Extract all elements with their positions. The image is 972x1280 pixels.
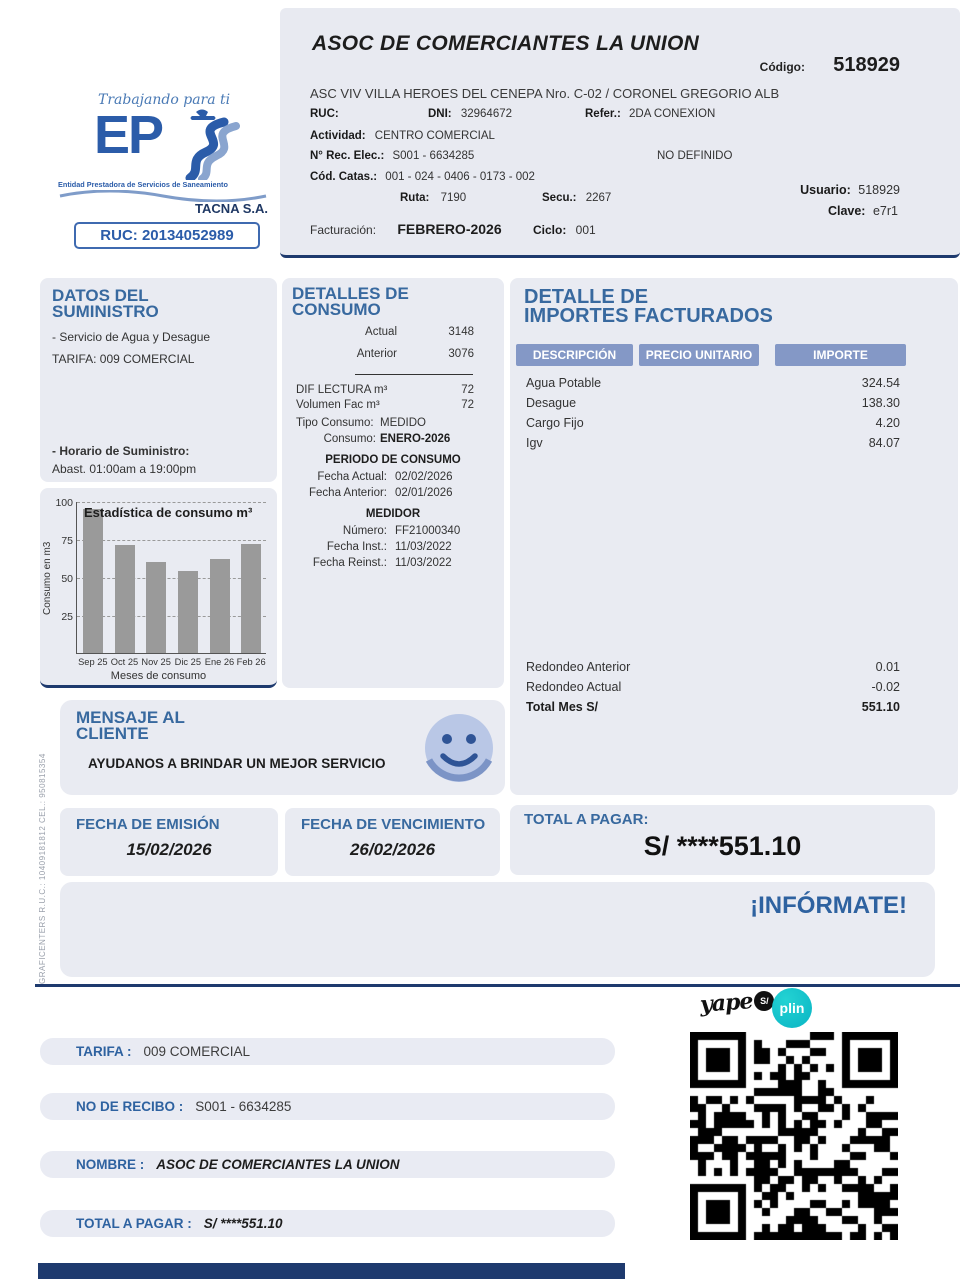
datos-suministro-panel: [40, 278, 277, 482]
nombre-row: [40, 1151, 615, 1178]
row-importe: 84.07: [868, 436, 900, 450]
nombre-label: NOMBRE :: [76, 1157, 145, 1172]
reinst-label: Fecha Reinst.:: [312, 557, 387, 569]
fecha-actual-value: 02/02/2026: [395, 471, 453, 483]
mensaje-panel: [60, 700, 505, 795]
row-importe: 4.20: [875, 416, 900, 430]
total-row: [40, 1210, 615, 1237]
periodo-title: PERIODO DE CONSUMO: [325, 454, 461, 466]
mensaje-title-1: MENSAJE AL: [76, 708, 185, 727]
total-mes-label: Total Mes S/: [526, 700, 599, 714]
total-mes-value: 551.10: [861, 700, 900, 714]
redondeo-actual-value: -0.02: [871, 680, 900, 694]
fecha-vencimiento-value: 26/02/2026: [349, 840, 436, 860]
redondeo-anterior-value: 0.01: [875, 660, 900, 674]
smiley-icon: [421, 710, 497, 786]
tarifa-row: [40, 1038, 615, 1065]
eps-logo: [58, 92, 283, 249]
horario-label: - Horario de Suministro:: [52, 444, 190, 458]
row-desc: Agua Potable: [526, 376, 602, 390]
informate-text: ¡INFÓRMATE!: [750, 892, 907, 919]
total-value: S/ ****551.10: [203, 1216, 283, 1231]
customer-name: ASOC DE COMERCIANTES LA UNION: [312, 32, 700, 55]
row-desc: Igv: [526, 436, 543, 450]
col-importe: IMPORTE: [775, 344, 906, 366]
recibo-row: [40, 1093, 615, 1120]
bottom-bar: [38, 1263, 625, 1279]
catas-label: Cód. Catas.:: [310, 171, 378, 183]
numero-value: FF21000340: [395, 525, 461, 537]
vol-label: Volumen Fac m³: [296, 399, 380, 411]
fecha-emision-box: [60, 808, 278, 876]
usuario-value: 518929: [858, 183, 900, 197]
yape-logo: [700, 990, 774, 1016]
dni-label: DNI:: [428, 108, 452, 120]
facturacion-value: FEBRERO-2026: [397, 221, 502, 237]
logo-brand-text: EP: [94, 105, 163, 165]
logo-ruc: RUC: 20134052989: [74, 222, 260, 249]
fecha-vencimiento-box: [285, 808, 500, 876]
chart-y-axis-label: Consumo en m3: [42, 541, 53, 615]
reinst-value: 11/03/2022: [395, 557, 452, 569]
fecha-anterior-value: 02/01/2026: [395, 487, 453, 499]
chart-x-axis-label: Meses de consumo: [110, 670, 207, 682]
numero-label: Número:: [342, 525, 387, 537]
suministro-tarifa: TARIFA: 009 COMERCIAL: [52, 352, 195, 367]
actual-label: Actual: [365, 326, 397, 338]
suministro-servicio: - Servicio de Agua y Desague: [52, 330, 211, 345]
ruta-label: Ruta:: [400, 192, 430, 204]
ruc-label: RUC:: [310, 108, 339, 120]
chart-plot-area: 25 50 75 100 Sep 25 Oct 25 Nov 25 Dic 25 Ene 26 Feb 26: [55, 497, 266, 667]
redondeo-anterior-label: Redondeo Anterior: [526, 660, 631, 674]
total-pagar-value: S/ ****551.10: [643, 831, 802, 861]
recibo-label: NO DE RECIBO :: [76, 1099, 184, 1114]
consumption-chart: [40, 488, 277, 688]
printer-credit: GRAFICENTERS R.U.C.: 10409181812 CEL.: 950815354: [38, 753, 47, 984]
ciclo-value: 001: [575, 223, 596, 237]
redondeo-actual-label: Redondeo Actual: [526, 680, 622, 694]
horario-value: Abast. 01:00am a 19:00pm: [52, 462, 197, 476]
inst-value: 11/03/2022: [395, 541, 452, 553]
importes-panel: [510, 278, 958, 795]
vol-value: 72: [461, 399, 474, 411]
mensaje-title-2: CLIENTE: [76, 724, 149, 744]
tarifa-value: 009 COMERCIAL: [143, 1044, 251, 1059]
divider-line: [35, 984, 960, 987]
detalles-consumo-panel: [282, 278, 504, 688]
refer-value: 2DA CONEXION: [629, 108, 716, 120]
nombre-value: ASOC DE COMERCIANTES LA UNION: [156, 1157, 400, 1172]
secu-label: Secu.:: [542, 192, 577, 204]
ciclo-label: Ciclo:: [532, 223, 567, 237]
informate-box: [60, 882, 935, 977]
actividad-value: CENTRO COMERCIAL: [374, 130, 495, 142]
qr-code: [690, 1032, 898, 1240]
inst-label: Fecha Inst.:: [326, 541, 387, 553]
row-desc: Desague: [526, 396, 577, 410]
logo-tagline: Trabajando para ti: [98, 92, 231, 108]
plin-logo: plin: [772, 988, 812, 1028]
consumo-mes-value: ENERO-2026: [380, 433, 451, 445]
tipo-value: MEDIDO: [380, 417, 426, 429]
row-importe: 138.30: [861, 396, 900, 410]
codigo-label: Código:: [759, 60, 805, 74]
fecha-emision-value: 15/02/2026: [126, 840, 212, 860]
catas-value: 001 - 024 - 0406 - 0173 - 002: [385, 171, 535, 183]
sum-divider: [355, 374, 473, 375]
yape-text: yape: [699, 988, 754, 1018]
dni-value: 32964672: [460, 108, 513, 120]
logo-subtitle: Entidad Prestadora de Servicios de Saneamiento: [58, 180, 228, 189]
secu-value: 2267: [585, 192, 612, 204]
ruta-value: 7190: [440, 192, 467, 204]
anterior-label: Anterior: [356, 348, 397, 360]
col-precio-unitario: PRECIO UNITARIO: [639, 344, 759, 366]
suministro-title-2: SUMINISTRO: [52, 302, 159, 322]
refer-label: Refer.:: [585, 108, 621, 120]
fecha-emision-title: FECHA DE EMISIÓN: [76, 816, 220, 833]
medidor-title: MEDIDOR: [365, 508, 421, 520]
row-importe: 324.54: [861, 376, 900, 390]
mensaje-body: AYUDANOS A BRINDAR UN MEJOR SERVICIO: [88, 756, 386, 771]
consumo-title-1: DETALLES DE: [292, 284, 409, 303]
importes-title-2: IMPORTES FACTURADOS: [524, 305, 773, 327]
tipo-label: Tipo Consumo:: [296, 417, 374, 429]
consumo-mes-label: Consumo:: [323, 433, 376, 445]
faucet-river-icon: [162, 108, 240, 180]
importes-title-1: DETALLE DE: [524, 286, 649, 308]
suministro-title-1: DATOS DEL: [52, 286, 149, 305]
facturacion-label: Facturación:: [310, 223, 377, 237]
dif-label: DIF LECTURA m³: [296, 384, 388, 396]
fecha-actual-label: Fecha Actual:: [317, 471, 387, 483]
header-box: [280, 8, 960, 258]
total-label: TOTAL A PAGAR :: [76, 1216, 192, 1231]
chart-title: Estadística de consumo m³: [84, 505, 253, 520]
consumo-title-2: CONSUMO: [292, 300, 381, 320]
usuario-label: Usuario:: [800, 183, 851, 197]
total-pagar-box: [510, 805, 935, 875]
recibo-value: S001 - 6634285: [195, 1099, 292, 1114]
dif-value: 72: [461, 384, 474, 396]
no-definido: NO DEFINIDO: [657, 150, 733, 162]
yape-badge: S/: [754, 991, 774, 1011]
customer-address: ASC VIV VILLA HEROES DEL CENEPA Nro. C-02 / CORONEL GREGORIO ALB: [310, 86, 780, 101]
clave-value: e7r1: [872, 204, 898, 218]
actividad-label: Actividad:: [310, 130, 366, 142]
codigo-value: 518929: [833, 54, 900, 76]
total-pagar-label: TOTAL A PAGAR:: [524, 811, 649, 828]
actual-value: 3148: [448, 326, 474, 338]
fecha-vencimiento-title: FECHA DE VENCIMIENTO: [301, 816, 486, 833]
anterior-value: 3076: [448, 348, 474, 360]
fecha-anterior-label: Fecha Anterior:: [309, 487, 387, 499]
rec-elec-value: S001 - 6634285: [392, 150, 475, 162]
row-desc: Cargo Fijo: [526, 416, 584, 430]
clave-label: Clave:: [827, 204, 866, 218]
rec-elec-label: N° Rec. Elec.:: [310, 150, 385, 162]
col-descripcion: DESCRIPCIÓN: [516, 344, 633, 366]
tarifa-label: TARIFA :: [76, 1044, 132, 1059]
logo-company: TACNA S.A.: [195, 201, 268, 216]
